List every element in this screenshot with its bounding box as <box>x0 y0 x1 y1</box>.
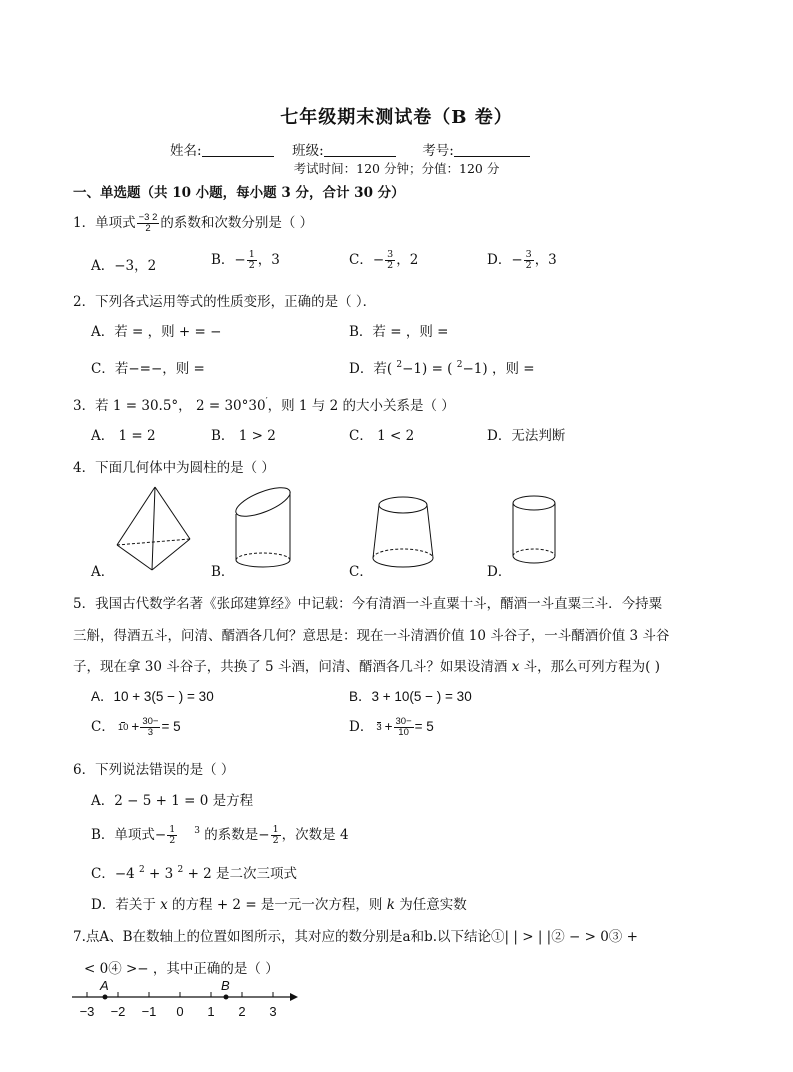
pyramid-edge <box>117 545 152 570</box>
point-b-dot <box>224 995 229 1000</box>
q5-option-b[interactable]: B．3 + 10(5 − ) = 30 <box>349 689 472 704</box>
q2-option-d[interactable]: D．若( $^2$−1) = ( $^2$−1) ，则 = <box>349 360 535 377</box>
q5-option-a[interactable]: A．10 + 3(5 − ) = 30 <box>91 689 214 704</box>
name-blank[interactable] <box>202 142 274 157</box>
q3-stem: 3．若 1 = 30.5°， 2 = 30°30′，则 1 与 2 的大小关系是（ ） <box>73 397 455 414</box>
slanted-cylinder-figure <box>228 484 298 576</box>
q5-c-fraction-2: $\frac{30-}{3}$ <box>142 716 159 738</box>
q6-option-d[interactable]: D．若关于 x 的方程 + 2 = 是一元一次方程，则 k 为任意实数 <box>91 897 467 913</box>
number-line-tick-label: 3 <box>269 1004 277 1019</box>
q1-d-fraction: $\frac{3}{2}$ <box>525 249 532 271</box>
frustum-side <box>373 505 379 558</box>
name-label: 姓名: <box>170 143 202 159</box>
q5-stem-line2: 三斛，得酒五斗，问清、醑酒各几何？意思是：现在一斗清酒价值 10 斗谷子，一斗醑酒价值 3 斗谷 <box>73 628 670 644</box>
q5-c-fraction-1: 10 <box>117 722 129 733</box>
q4-option-c[interactable]: C． <box>349 564 373 580</box>
q1-option-a[interactable]: A．−3，2 <box>91 258 157 274</box>
q6-stem: 6．下列说法错误的是（ ） <box>73 762 235 778</box>
q1-c-fraction: $\frac{3}{2}$ <box>387 249 394 271</box>
point-b-label: B <box>221 978 230 993</box>
q5-d-fraction-2: $\frac{30-}{10}$ <box>395 716 412 738</box>
q3-option-d[interactable]: D．无法判断 <box>487 428 566 444</box>
cylinder-figure <box>506 490 562 576</box>
id-blank[interactable] <box>454 142 530 157</box>
number-line-tick-label: 2 <box>238 1004 246 1019</box>
q2-stem: 2．下列各式运用等式的性质变形，正确的是（ ）． <box>73 294 377 310</box>
number-line-tick-label: −1 <box>141 1004 157 1019</box>
q3-option-a[interactable]: A． 1 = 2 <box>91 428 156 444</box>
page-title: 七年级期末测试卷（B 卷） <box>280 107 513 128</box>
cylinder-base-back <box>513 549 555 556</box>
q1-stem-post: 的系数和次数分别是（ ） <box>160 215 314 231</box>
q5-stem-line3: 子，现在拿 30 斗谷子，共换了 5 斗酒，问清、醑酒各几斗？如果设清酒 x 斗，那么可列方程为( ) <box>73 659 660 675</box>
q1-stem <box>73 211 313 234</box>
student-info-row <box>170 139 530 159</box>
q1-b-fraction: $\frac{1}{2}$ <box>248 249 255 271</box>
exam-info: 考试时间：120 分钟；分值：120 分 <box>293 161 500 176</box>
q6-option-a[interactable]: A．2 − 5 + 1 = 0 是方程 <box>91 793 254 809</box>
q4-option-a[interactable]: A． <box>91 564 115 580</box>
cylinder-base-front <box>513 556 555 563</box>
base-front-arc <box>236 560 290 567</box>
number-line-tick-label: 0 <box>176 1004 184 1019</box>
q5-option-d[interactable]: D． 3 + $\frac{30-}{10}$ = 5 <box>349 716 434 738</box>
q2-option-c[interactable]: C．若−=−，则 = <box>91 361 205 377</box>
number-line-tick-label: −3 <box>79 1004 95 1019</box>
q7-stem-line2: < 0④ >− ，其中正确的是（ ） <box>84 961 279 977</box>
q5-stem-line1: 5．我国古代数学名著《张邱建算经》中记载：今有清酒一斗直粟十斗，醑酒一斗直粟三斗．今持粟 <box>73 596 663 612</box>
cylinder-top-ellipse <box>513 496 555 510</box>
point-a-label: A <box>100 978 109 993</box>
class-blank[interactable] <box>324 142 396 157</box>
q3-option-c[interactable]: C． 1 < 2 <box>349 428 415 444</box>
frustum-base-back <box>373 549 433 558</box>
number-line <box>68 976 308 1020</box>
frustum-side <box>427 505 433 558</box>
q2-option-a[interactable]: A．若 = ，则 + = − <box>91 324 222 340</box>
q3-option-b[interactable]: B． 1 > 2 <box>211 428 276 444</box>
class-label: 班级: <box>292 143 324 159</box>
point-a-dot <box>103 995 108 1000</box>
number-line-tick-label: −2 <box>110 1004 126 1019</box>
number-line-tick-label: 1 <box>207 1004 215 1019</box>
q1-option-c[interactable]: C．− $\frac{3}{2}$ ，2 <box>349 249 419 271</box>
id-label: 考号: <box>422 143 454 159</box>
slanted-top-ellipse <box>232 484 293 522</box>
q1-monomial-fraction: $\frac{-3 2}{2}$ <box>138 212 158 234</box>
q6-option-b[interactable]: B．单项式− $\frac{1}{2}$ $^3$ 的系数是− $\frac{1}{2}$ ，次数是 4 <box>91 824 349 846</box>
q1-option-d[interactable]: D．− $\frac{3}{2}$ ，3 <box>487 249 557 271</box>
q1-stem-pre: 1．单项式 <box>73 215 136 231</box>
pyramid-edge <box>155 487 190 539</box>
q2-option-b[interactable]: B．若 = ，则 = <box>349 324 449 340</box>
q7-stem-line1: 7.点A、B在数轴上的位置如图所示，其对应的数分别是a和b.以下结论①| | > | |② − > 0③ + <box>73 929 638 945</box>
frustum-figure <box>368 490 438 576</box>
section-heading: 一、单选题（共 10 小题，每小题 3 分，合计 30 分） <box>73 185 405 201</box>
pyramid-edge <box>152 539 190 570</box>
q4-stem: 4．下面几何体中为圆柱的是（ ） <box>73 460 275 476</box>
q4-option-b[interactable]: B． <box>211 564 235 580</box>
pyramid-edge <box>117 487 155 545</box>
q6-b-fraction-1: $\frac{1}{2}$ <box>169 824 176 846</box>
q6-option-c[interactable]: C．−4 $^2$ + 3 $^2$ + 2 是二次三项式 <box>91 865 298 882</box>
base-back-arc <box>236 553 290 560</box>
frustum-top-ellipse <box>379 497 427 513</box>
q6-b-fraction-2: $\frac{1}{2}$ <box>272 824 279 846</box>
pyramid-figure <box>110 484 200 576</box>
q5-option-c[interactable]: C． 10 + $\frac{30-}{3}$ = 5 <box>91 716 181 738</box>
q4-option-d[interactable]: D． <box>487 564 512 580</box>
frustum-base-front <box>373 558 433 567</box>
q5-d-fraction-1: 3 <box>376 722 382 733</box>
number-line-arrow <box>290 993 298 1001</box>
q1-option-b[interactable]: B．− $\frac{1}{2}$ ，3 <box>211 249 280 271</box>
pyramid-edge <box>152 487 155 570</box>
